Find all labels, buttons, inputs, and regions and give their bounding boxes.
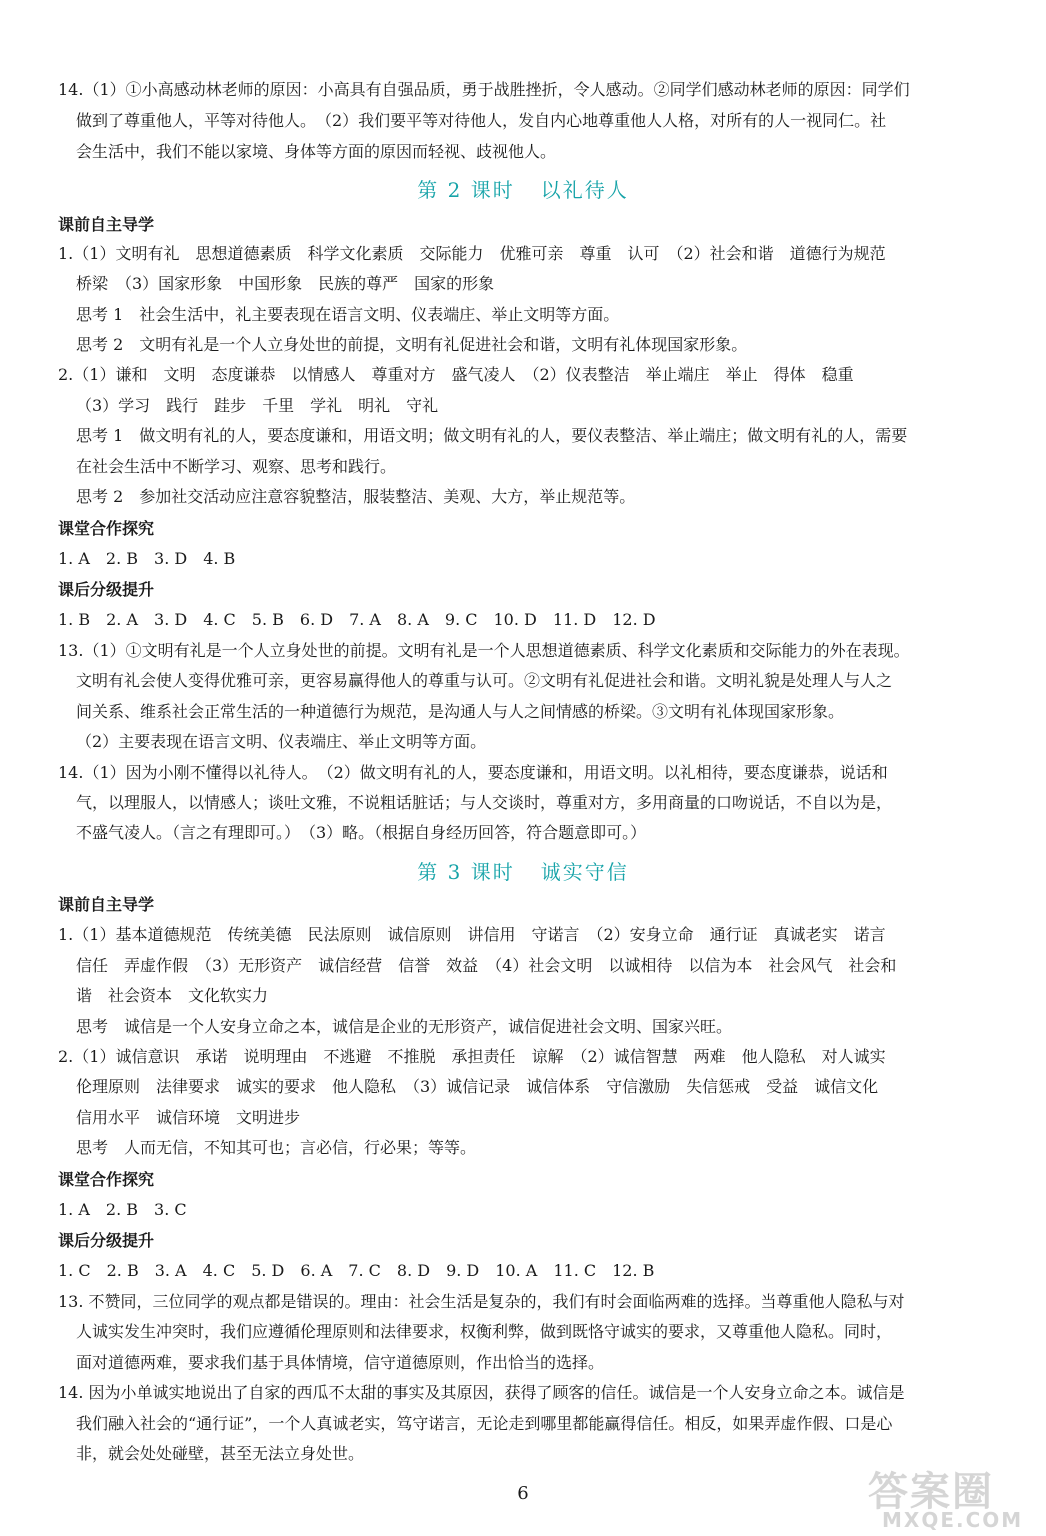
answer-line: 1. C 2. B 3. A 4. C 5. D 6. A 7. C 8. D 9. D 10. A 11. C 12. B — [58, 1261, 655, 1280]
page-number: 6 — [517, 1483, 529, 1504]
think-line: 思考 2 参加社交活动应注意容貌整洁，服装整洁、美观、大方，举止规范等。 — [76, 487, 636, 506]
watermark-logo — [860, 1460, 1040, 1534]
answer-line: 信用水平 诚信环境 文明进步 — [76, 1108, 301, 1127]
section-heading: 课堂合作探究 — [58, 1170, 155, 1189]
watermark-url: MXQE.COM — [882, 1508, 1024, 1532]
think-line: 思考 诚信是一个人安身立命之本，诚信是企业的无形资产，诚信促进社会文明、国家兴旺。 — [76, 1017, 733, 1036]
answer-14-line1: 14.（1）①小高感动林老师的原因：小高具有自强品质，勇于战胜挫折，令人感动。②同学们感动林老师的原因：同学们 — [58, 80, 910, 99]
watermark-text: 答案圈 — [868, 1469, 994, 1515]
answer-line: 气，以理服人，以情感人；谈吐文雅，不说粗话脏话；与人交谈时，尊重对方，多用商量的口吻说话，不自以为是， — [76, 793, 893, 812]
answer-line: 面对道德两难，要求我们基于具体情境，信守道德原则，作出恰当的选择。 — [76, 1353, 605, 1372]
lesson-3-title — [0, 856, 1046, 885]
answer-line: 13.（1）①文明有礼是一个人立身处世的前提。文明有礼是一个人思想道德素质、科学文化素质和交际能力的外在表现。 — [58, 641, 910, 660]
think-line: 思考 1 社会生活中，礼主要表现在语言文明、仪表端庄、举止文明等方面。 — [76, 305, 620, 324]
answer-line: 人诚实发生冲突时，我们应遵循伦理原则和法律要求，权衡利弊，做到既恪守诚实的要求，又尊重他人隐私。同时， — [76, 1322, 893, 1341]
answer-line: 非，就会处处碰壁，甚至无法立身处世。 — [76, 1444, 365, 1463]
section-heading: 课后分级提升 — [58, 580, 155, 599]
think-line: 在社会生活中不断学习、观察、思考和践行。 — [76, 457, 397, 476]
answer-line: 不盛气凌人。（言之有理即可。） （3）略。（根据自身经历回答，符合题意即可。） — [76, 823, 647, 842]
answer-line: 1. A 2. B 3. C — [58, 1200, 187, 1219]
section-heading: 课堂合作探究 — [58, 519, 155, 538]
answer-14-line2: 做到了尊重他人，平等对待他人。 （2）我们要平等对待他人，发自内心地尊重他人人格，对所有的人一视同仁。社 — [76, 111, 887, 130]
answer-line: 2.（1）谦和 文明 态度谦恭 以情感人 尊重对方 盛气凌人 （2）仪表整洁 举止端庄 举止 得体 稳重 — [58, 365, 854, 384]
answer-line: 1.（1）文明有礼 思想道德素质 科学文化素质 交际能力 优雅可亲 尊重 认可 （2）社会和谐 道德行为规范 — [58, 244, 886, 263]
answer-line: 文明有礼会使人变得优雅可亲，更容易赢得他人的尊重与认可。②文明有礼促进社会和谐。文明礼貌是处理人与人之 — [76, 671, 893, 690]
section-heading: 课前自主导学 — [58, 895, 155, 914]
answer-line: 谐 社会资本 文化软实力 — [76, 986, 269, 1005]
lesson-2-number: 第 2 课时 — [417, 178, 515, 202]
section-heading: 课后分级提升 — [58, 1231, 155, 1250]
answer-line: 14.（1）因为小刚不懂得以礼待人。 （2）做文明有礼的人，要态度谦和，用语文明。以礼相待，要态度谦恭，说话和 — [58, 763, 888, 782]
answer-line: 1. A 2. B 3. D 4. B — [58, 549, 236, 568]
answer-line: （3）学习 践行 跬步 千里 学礼 明礼 守礼 — [76, 396, 439, 415]
lesson-3-name: 诚实守信 — [540, 860, 629, 884]
answer-line: 我们融入社会的“通行证”，一个人真诚老实，笃守诺言，无论走到哪里都能赢得信任。相反，如果弄虚作假、口是心 — [76, 1414, 893, 1433]
think-line: 思考 人而无信，不知其可也；言必信，行必果；等等。 — [76, 1138, 477, 1157]
think-line: 思考 1 做文明有礼的人，要态度谦和，用语文明；做文明有礼的人，要仪表整洁、举止端庄；做文明有礼的人，需要 — [76, 426, 908, 445]
answer-line: 信任 弄虚作假 （3）无形资产 诚信经营 信誉 效益 （4）社会文明 以诚相待 以信为本 社会风气 社会和 — [76, 956, 897, 975]
answer-line: 13. 不赞同，三位同学的观点都是错误的。理由：社会生活是复杂的，我们有时会面临两难的选择。当尊重他人隐私与对 — [58, 1292, 905, 1311]
answer-line: 伦理原则 法律要求 诚实的要求 他人隐私 （3）诚信记录 诚信体系 守信激励 失信惩戒 受益 诚信文化 — [76, 1077, 879, 1096]
answer-line: 桥梁 （3）国家形象 中国形象 民族的尊严 国家的形象 — [76, 274, 495, 293]
answer-line: （2）主要表现在语言文明、仪表端庄、举止文明等方面。 — [76, 732, 487, 751]
lesson-2-title — [0, 174, 1046, 203]
section-heading: 课前自主导学 — [58, 215, 155, 234]
answer-line: 1. B 2. A 3. D 4. C 5. B 6. D 7. A 8. A 9. C 10. D 11. D 12. D — [58, 610, 656, 629]
answer-line: 2.（1）诚信意识 承诺 说明理由 不逃避 不推脱 承担责任 谅解 （2）诚信智慧 两难 他人隐私 对人诚实 — [58, 1047, 886, 1066]
answer-line: 14. 因为小单诚实地说出了自家的西瓜不太甜的事实及其原因，获得了顾客的信任。诚信是一个人安身立命之本。诚信是 — [58, 1383, 905, 1402]
answer-line: 1.（1）基本道德规范 传统美德 民法原则 诚信原则 讲信用 守诺言 （2）安身立命 通行证 真诚老实 诺言 — [58, 925, 886, 944]
think-line: 思考 2 文明有礼是一个人立身处世的前提，文明有礼促进社会和谐，文明有礼体现国家形象。 — [76, 335, 748, 354]
lesson-2-name: 以礼待人 — [540, 178, 629, 202]
lesson-3-number: 第 3 课时 — [417, 860, 515, 884]
answer-line: 间关系、维系社会正常生活的一种道德行为规范，是沟通人与人之间情感的桥梁。③文明有礼体现国家形象。 — [76, 702, 845, 721]
answer-14-line3: 会生活中，我们不能以家境、身体等方面的原因而轻视、歧视他人。 — [76, 142, 557, 161]
